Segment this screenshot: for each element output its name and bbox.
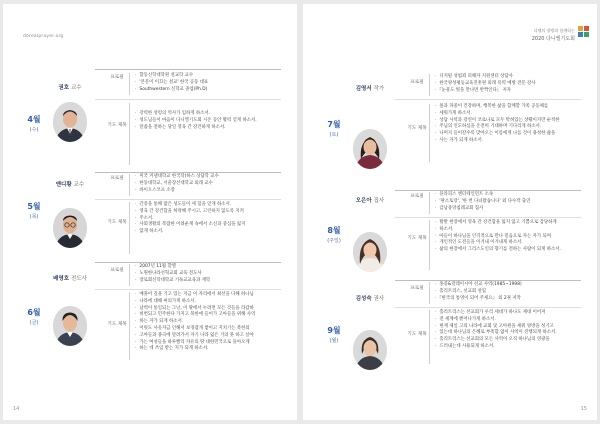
prayer-item: · 고아들과 종극에 말려가서 자기 나라 잃은 거의 못 하고 살아 [135,333,255,340]
prayer-item: · 드러내는데 사용되게 하소서. [435,344,557,351]
prayer-label: 기도 제목 [107,220,127,225]
prayer-label: 기도 제목 [407,236,427,241]
profile-item: · 디지털 성범죄 피해자 지원센터 상담사 [435,74,535,81]
weekday-label: (목) [29,214,39,220]
profile-list [435,192,530,212]
speaker-photo [353,330,387,370]
column-rule [129,264,130,286]
speaker-name: 앤디황 교수 [55,182,85,188]
speaker-photo [53,306,87,346]
schedule-entry [3,69,297,169]
prayer-item: · 간증을 통해 많은 성도들이 세 힘을 얻게 하소서. [135,202,245,209]
entry-date [26,115,42,135]
profile-item: · 플라피스 엔터테인먼트 소속 [435,192,530,199]
portrait-woman-icon [353,129,387,169]
prayer-item: · 하소서. [435,227,561,234]
entry-date [326,226,342,246]
prayer-item: · 하는 데 쓰임 받는 지가 되게 하소서. [135,346,255,353]
date-label: 8월 [327,226,341,235]
prayer-label: 기도 제목 [407,126,427,131]
prayer-item: · 가는 여성들을 하루빨리 자유의 땅 대한민국으로 돌아오게 [135,340,255,347]
prayer-item: · 나라에 대해 써의가게 하소서. [135,299,255,306]
prayer-item: · 말씀을 전하는 당일 영육 간 강건하게 하소서. [135,125,257,132]
prayer-item: · 개인적인 도전들을 이겨내 이겨내게 하소서. [435,240,561,247]
prayer-label: 기도 제목 [107,123,127,128]
profile-item: · 한동대학교, 서울장신대학교 외래 교수 [135,181,219,188]
date-label: 9월 [327,326,341,335]
speaker-photo [53,208,87,248]
prayer-item: · 상담 사역과 강연이 코로나로 모두 막혀있는 상황이지만 순적한 [435,118,559,125]
speaker-photo [353,129,387,169]
prayer-list [435,310,557,351]
column-rule [129,202,130,254]
prayer-item: · 홀리트리스는 선교회의 모든 사역이 오직 하나님의 영광을 [435,337,557,344]
profile-item: · 미국 커넬대학교 한국학(하스 상담학 교수 [135,174,219,181]
portrait-woman-icon [353,232,387,272]
prayer-list [135,202,245,236]
schedule-entry [3,172,297,262]
date-label: 4월 [27,115,41,124]
profile-label: 프로필 [410,194,424,199]
profile-item: · 감남중앙침례교회 집사 [435,206,530,213]
profile-item: · 홍콩&말레이시아 선교 사역(1985~1998) [435,282,522,289]
prayer-item: · 폴과 파중이 건강하며, 행복한 삶을 함께할 가족 공동체를 [435,104,559,111]
profile-item: · Southwestern 신학교 졸업(Ph.D) [135,87,208,94]
profile-label: 프로필 [110,75,124,80]
divider [95,289,281,290]
entry-date [26,308,42,328]
weekday-label: (금) [29,320,39,326]
weekday-label: (주일) [327,238,341,244]
schedule-entry [303,74,597,186]
column-rule [429,104,430,162]
profile-item: · 홀리트리스, 선교회 설립 [435,289,522,296]
prayer-item: · 비번되고 민주한다 가지고 북한에 들어가 고아들을 위해 사역 [135,312,255,319]
prayer-item: · 아들이 하나님을 인격적으로 만나 믿음으로 자는 자가 되며 [435,234,561,241]
prayer-item: · 세워가게 하소서. [435,111,559,118]
divider [95,99,281,100]
portrait-older-woman-icon [353,330,387,370]
profile-item: · 장로회신학대학교 기독교교육과 재학 [135,278,210,285]
prayer-item: · 주소서. [135,216,245,223]
prayer-item: · 않게 하소서. [135,229,245,236]
prayer-item: · 현재 제일 고의 나라에 교회 및 고아원을 세워 양방을 성기고 [435,324,557,331]
profile-list [435,74,535,94]
speaker-name: 김영서 작가 [355,86,385,92]
date-label: 6월 [27,308,41,317]
event-logo-icon [578,26,589,37]
entry-date [326,120,342,140]
speaker-photo [353,232,387,272]
divider [395,307,581,308]
page-number: 14 [13,406,20,412]
speaker-name: 배영호 전도사 [53,276,87,282]
profile-item: · 2007년 11월 할렐 [135,264,210,271]
divider [95,69,281,70]
prayer-item: · 전 세계에 뻗어나가게 하소서. [435,317,557,324]
profile-label: 프로필 [410,286,424,291]
column-rule [429,192,430,214]
prayer-item: · 활발 현장에서 영육 간 강건함을 잃지 않고 기쁨으로 감당하게 [435,220,561,227]
column-rule [129,292,130,360]
prayer-item: · 있는데 하나님의 은혜로 부족함 없이 사역이 진행되게 하소서. [435,330,557,337]
portrait-man-glasses-icon [53,208,87,248]
entry-date [26,202,42,222]
divider [95,172,281,173]
speaker-name: 김성숙 권사 [355,296,385,302]
weekday-label: (토) [329,132,339,138]
schedule-entry [303,190,597,280]
date-label: 7월 [327,120,341,129]
weekday-label: (수) [29,127,39,133]
prayer-label: 기도 제목 [407,332,427,337]
profile-item: · '판소토랑', '한 번 다녀왔습니다' 외 다수작 출연 [435,199,530,206]
portrait-young-man-icon [53,306,87,346]
weekday-label: (월) [329,338,339,344]
header-title: 2020 다니엘기도회 [531,36,575,42]
divider [395,99,581,100]
prayer-label: 기도 제목 [107,322,127,327]
profile-item: · 『눈물도 빛을 만나면 반짝인다』 저자 [435,88,535,95]
prayer-item: · 사회생활의 복잡한 어려운계 속에서 소신과 중심을 잃지 [135,222,245,229]
entry-date [326,326,342,346]
profile-item: · 합동신학대학원 설교학 교수 [135,73,208,80]
prayer-item: · 성도님들이 마음이 다니엘기도회 시온 동안 활력 얻게 하소서. [135,118,257,125]
prayer-item: · 나머지 들어갈수록 맞아오는 이름에게 나를 것이 용성한 삶을 [435,131,559,138]
speaker-photo [53,102,87,142]
schedule-entry [303,280,597,400]
date-label: 5월 [27,202,41,211]
prayer-list [435,220,561,254]
portrait-man-icon [53,102,87,142]
column-rule [129,73,130,95]
right-page [303,4,597,420]
divider [95,262,281,263]
prayer-item: · 사는 자가 되게 하소서. [435,138,559,145]
column-rule [429,74,430,96]
column-rule [429,310,430,364]
prayer-item: · 어릿도 사유자금 인해서 보경잡개 쌓이고 지치기는 복한의 [135,326,255,333]
profile-label: 프로필 [410,80,424,85]
prayer-list [135,111,257,131]
prayer-item: · 남벽이 통일되는 그날, 이 땅에서 누려면 모든 것들을 라갑하 [135,306,255,313]
prayer-list [435,104,559,145]
column-rule [129,174,130,196]
divider [395,217,581,218]
prayer-item: · 하는 자가 되게 하소서. [135,319,255,326]
divider [95,199,281,200]
profile-item: · 『한국의 통영이 되어 주세요』 외 2권 저작 [435,296,522,303]
schedule-entry [3,262,297,402]
profile-item: · 바이오스코프 소장 [135,188,219,195]
profile-item: · 한국양성평등교육진흥원 외래 폭력 예방 전문 강사 [435,81,535,88]
page-header [532,28,575,42]
profile-label: 프로필 [110,176,124,181]
prayer-item: · 강력한 성령의 역사가 임하게 하소서. [135,111,257,118]
prayer-item: · 삶의 현장에서 그리스도인의 향기를 전하는 사람이 되게 하소서. [435,247,561,254]
header-subtitle: 다엘의 향방과 함께하는 [533,28,575,33]
profile-label: 프로필 [110,268,124,273]
prayer-item: · 홀리트리스는 선교회가 우리 세대가 하나도 제대 이어져 [435,310,557,317]
profile-list [135,264,210,284]
profile-list [135,73,208,93]
prayer-item: · 베풀어 깊을 기고 있는 지금 이 자리에서 최선을 다해 하나님 [135,292,255,299]
prayer-item: · 주님의 인도하심을 온전히 기대하며 기다리게 하소서. [435,124,559,131]
column-rule [429,220,430,270]
column-rule [129,103,130,165]
site-url: dorealprayer.org [23,34,64,39]
column-rule [429,282,430,304]
divider [395,280,581,281]
profile-list [435,282,522,302]
speaker-name: 권호 교수 [58,85,82,91]
prayer-list [135,292,255,353]
profile-list [135,174,219,194]
profile-item: · 노원한나라선혁교회 교육 전도사 [135,271,210,278]
left-page [3,4,297,420]
page-number: 15 [580,406,587,412]
profile-item: · '본문이 이끄는 설교' 한국 공동 대표 [135,80,208,87]
prayer-item: · 영육 간 강건함을 허락해 주시고, 고린하지 않도록 지켜 [135,209,245,216]
speaker-name: 오은아 집사 [355,198,385,204]
divider [395,190,581,191]
